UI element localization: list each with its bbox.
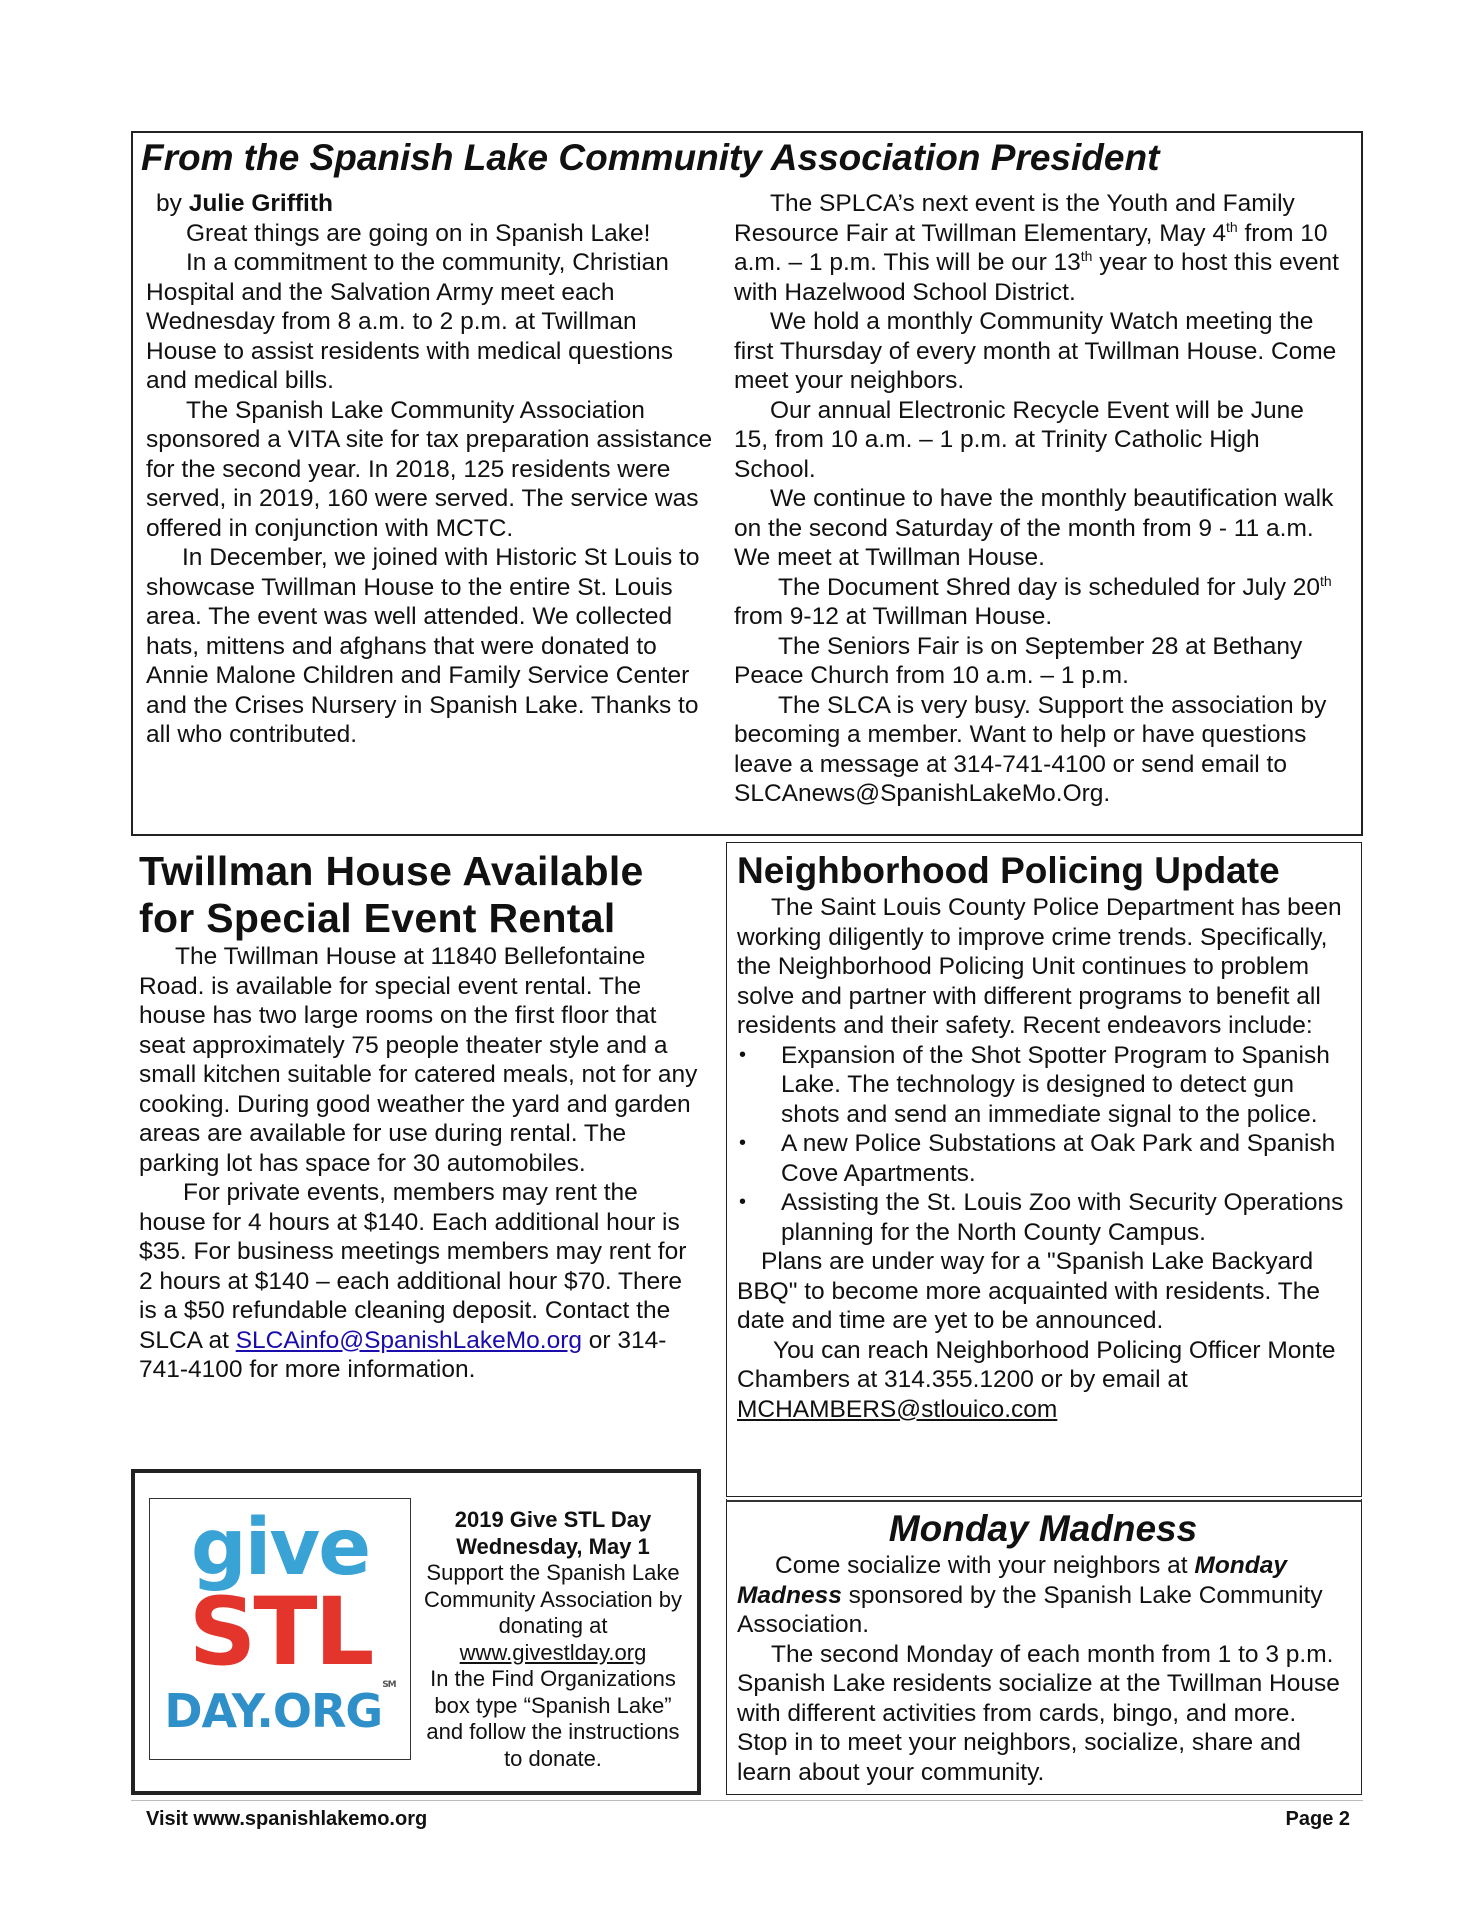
policing-article-box <box>726 842 1362 1497</box>
policing-intro: The Saint Louis County Police Department has been working diligently to improve crime trends. Specifically, the Neighborhood Policing Unit continues to problem solve and partner with different programs to benefit all residents and their safety. Recent endeavors include: <box>737 894 1342 1039</box>
monday-madness-box <box>726 1497 1362 1795</box>
president-paragraph: The SLCA is very busy. Support the association by becoming a member. Want to help or have questions leave a message at 314-741-4100 or send email to SLCAnews@SpanishLakeMo.Org. <box>734 691 1327 807</box>
policing-contact-paragraph: You can reach Neighborhood Policing Officer Monte Chambers at 314.355.1200 or by email at <box>737 1336 1336 1393</box>
list-item: • Expansion of the Shot Spotter Program to Spanish Lake. The technology is designed to detect gun shots and send an immediate signal to the police. <box>737 1041 1349 1130</box>
logo-word-give: give <box>190 1503 370 1593</box>
president-paragraph: The Seniors Fair is on September 28 at Bethany Peace Church from 10 a.m. – 1 p.m. <box>734 632 1303 689</box>
logo-word-stl: STL <box>188 1578 372 1687</box>
president-paragraph: In December, we joined with Historic St Louis to showcase Twillman House to the entire St. Louis area. The event was well attended. We collected hats, mittens and afghans that were donated to Annie Malone Children and Family Service Center and the Crises Nursery in Spanish Lake. Thanks to all who contributed. <box>146 544 700 748</box>
president-paragraph: The SPLCA’s next event is the Youth and Family Resource Fair at Twillman Elementary, May 4th from 10 a.m. – 1 p.m. This will be our 13th year to host this event with Hazelwood School District. <box>734 190 1339 306</box>
president-paragraph: Our annual Electronic Recycle Event will be June 15, from 10 a.m. – 1 p.m. at Trinity Catholic High School. <box>734 396 1304 483</box>
president-article-title: From the Spanish Lake Community Association President <box>141 137 1160 178</box>
president-paragraph: The Spanish Lake Community Association sponsored a VITA site for tax preparation assistance for the second year. In 2018, 125 residents were served, in 2019, 160 were served. The service was offered in conjunction with MCTC. <box>146 396 713 542</box>
give-stl-support-text: Support the Spanish Lake Community Association by donating at <box>424 1560 682 1638</box>
monday-madness-paragraph: The second Monday of each month from 1 to 3 p.m. Spanish Lake residents socialize at the Twillman House with different activities from cards, bingo, and more. Stop in to meet your neighbors, socialize, share and learn about your community. <box>737 1640 1340 1786</box>
give-stl-date: Wednesday, May 1 <box>456 1533 650 1559</box>
president-paragraph: The Document Shred day is scheduled for July 20th from 9-12 at Twillman House. <box>734 572 1332 630</box>
monday-madness-article <box>737 1507 1349 1787</box>
officer-email-link[interactable]: MCHAMBERS@stlouico.com <box>737 1395 1058 1423</box>
give-stl-day-logo <box>149 1498 411 1760</box>
list-item: • A new Police Substations at Oak Park and Spanish Cove Apartments. <box>737 1129 1349 1188</box>
give-stl-day-box <box>131 1469 701 1795</box>
president-article-box <box>131 131 1363 836</box>
president-paragraph: Great things are going on in Spanish Lake! <box>186 219 651 247</box>
givestlday-link[interactable]: www.givestlday.org <box>459 1639 647 1665</box>
monday-madness-title: Monday Madness <box>888 1508 1198 1549</box>
twillman-paragraph: The Twillman House at 11840 Bellefontaine Road. is available for special event rental. The house has two large rooms on the first floor that seat approximately 75 people theater style and a small kitchen suitable for catered meals, not for any cooking. During good weather the yard and garden areas are available for use during rental. The parking lot has space for 30 automobiles. <box>139 943 698 1177</box>
president-paragraph: We hold a monthly Community Watch meeting the first Thursday of every month at Twillman House. Come meet your neighbors. <box>734 308 1337 394</box>
give-stl-heading: 2019 Give STL Day <box>454 1507 652 1532</box>
president-right-column <box>734 189 1342 809</box>
policing-article-title: Neighborhood Policing Update <box>737 850 1280 891</box>
give-stl-instructions: In the Find Organizations box type “Spanish Lake” and follow the instructions to donate. <box>426 1666 680 1771</box>
twillman-article <box>139 848 701 1385</box>
footer-page-number: Page 2 <box>1285 1808 1350 1830</box>
slca-email-link[interactable]: SLCAinfo@SpanishLakeMo.org <box>235 1326 582 1354</box>
policing-article <box>737 849 1349 1424</box>
policing-bbq-paragraph: Plans are under way for a "Spanish Lake Backyard BBQ" to become more acquainted with residents. The date and time are yet to be announced. <box>737 1248 1320 1334</box>
logo-word-dayorg: DAY.ORG℠ <box>164 1680 396 1738</box>
policing-email-line <box>737 1395 1349 1425</box>
president-left-column <box>146 189 714 750</box>
give-stl-day-text <box>419 1507 687 1772</box>
footer-rule <box>131 1800 1363 1801</box>
twillman-article-title: Twillman House Available for Special Event Rental <box>139 848 644 941</box>
byline: by Julie Griffith <box>156 190 333 217</box>
footer-website: Visit www.spanishlakemo.org <box>146 1808 428 1830</box>
list-item: • Assisting the St. Louis Zoo with Security Operations planning for the North County Campus. <box>737 1188 1349 1247</box>
author-name: Julie Griffith <box>188 190 333 217</box>
monday-madness-paragraph: Come socialize with your neighbors at Monday Madness sponsored by the Spanish Lake Community Association. <box>737 1552 1323 1638</box>
policing-endeavors-list <box>737 1041 1349 1248</box>
twillman-paragraph: For private events, members may rent the house for 4 hours at $140. Each additional hour is $35. For business meetings members may rent for 2 hours at $140 – each additional hour $70. There is a $50 refundable cleaning deposit. Contact the SLCA at SLCAinfo@SpanishLakeMo.org or 314-741-4100 for more information. <box>139 1179 687 1383</box>
president-paragraph: In a commitment to the community, Christian Hospital and the Salvation Army meet each Wednesday from 8 a.m. to 2 p.m. at Twillman House to assist residents with medical questions and medical bills. <box>146 249 674 394</box>
president-paragraph: We continue to have the monthly beautification walk on the second Saturday of the month from 9 - 11 a.m. We meet at Twillman House. <box>734 485 1334 571</box>
